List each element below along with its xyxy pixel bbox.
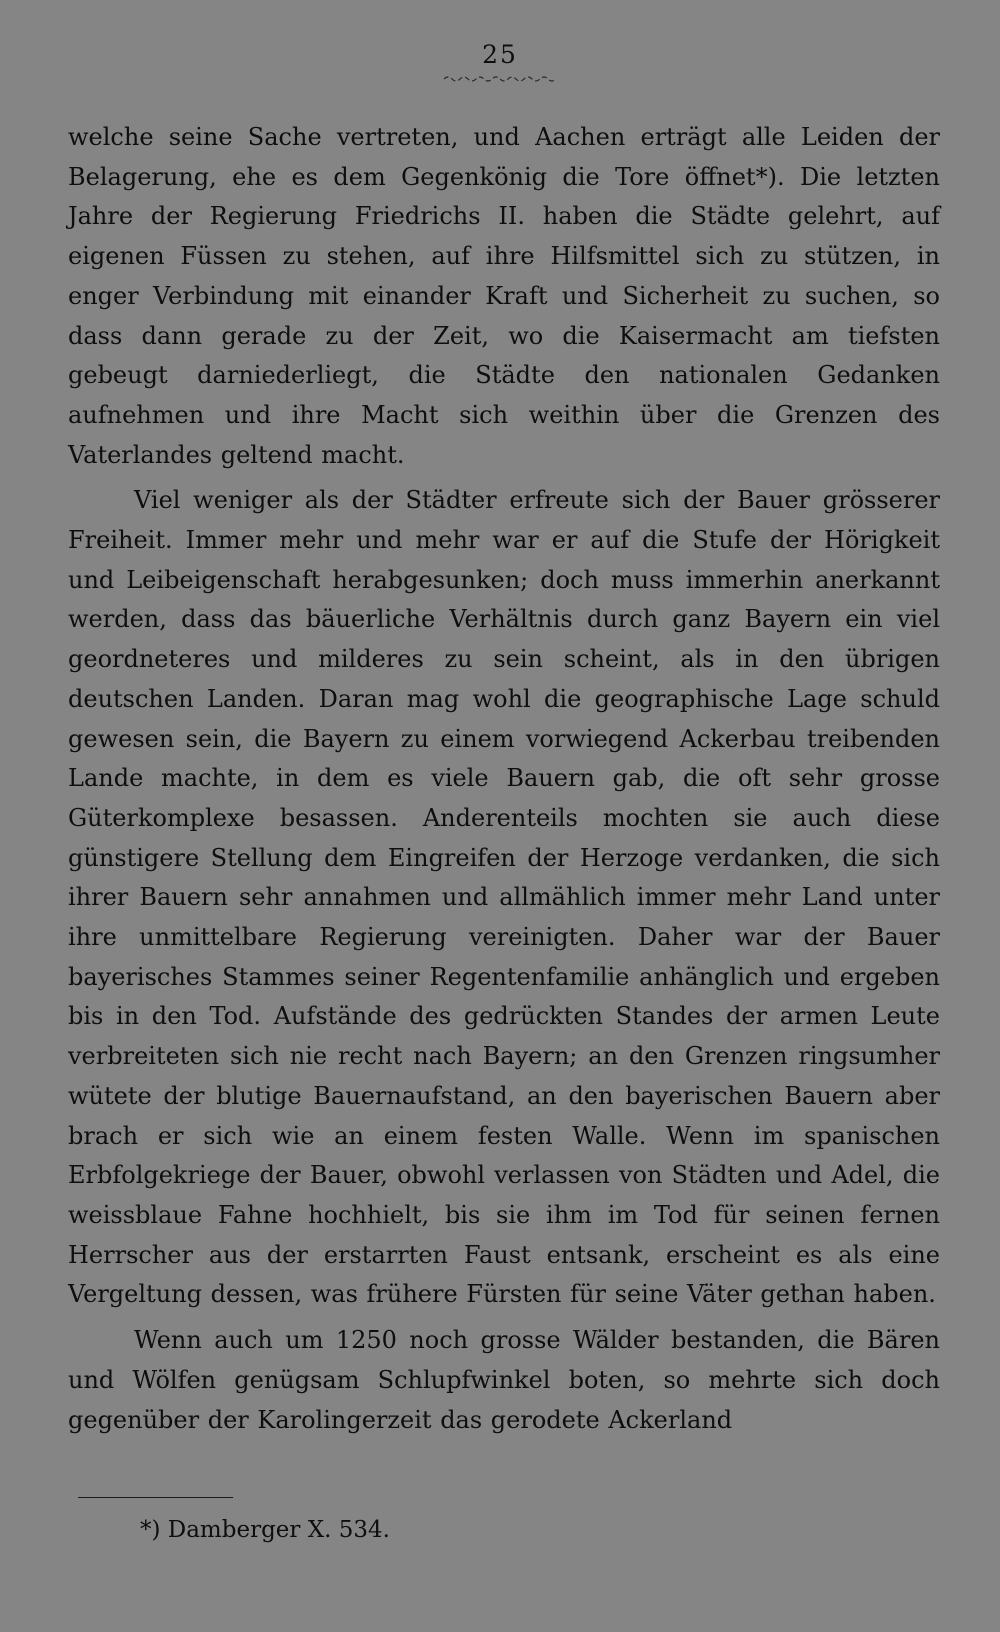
paragraph-continuation: welche seine Sache vertreten, und Aachen erträgt alle Leiden der Belagerung, ehe es dem Gegenkönig die Tore öffnet*). Die letzten Jahre der Regierung Friedrichs II. haben die Städte gelehrt, auf eigenen Füssen zu stehen, auf ihre Hilfsmittel sich zu stützen, in enger Verbindung mit einander Kraft und Sicherheit zu suchen, so dass dann gerade zu der Zeit, wo die Kaisermacht am tiefsten gebeugt darniederliegt, die Städte den nationalen Gedanken aufnehmen und ihre Macht sich weithin über die Grenzen des Vaterlandes geltend macht. xyxy=(68,123,940,469)
footnote: *) Damberger X. 534. xyxy=(140,1517,390,1543)
paragraph-forests: Wenn auch um 1250 noch grosse Wälder bestanden, die Bären und Wölfen genügsam Schlupfwinkel boten, so mehrte sich doch gegenüber der Karolingerzeit das gerodete Ackerland xyxy=(68,1326,940,1434)
paragraph-peasants: Viel weniger als der Städter erfreute sich der Bauer grösserer Freiheit. Immer mehr und mehr war er auf die Stufe der Hörigkeit und Leibeigenschaft herabgesunken; doch muss immerhin anerkannt werden, dass das bäuerliche Verhältnis durch ganz Bayern ein viel geordneteres und milderes zu sein scheint, als in den übrigen deutschen Landen. Daran mag wohl die geographische Lage schuld gewesen sein, die Bayern zu einem vorwiegend Ackerbau treibenden Lande machte, in dem es viele Bauern gab, die oft sehr grosse Güterkomplexe besassen. Anderenteils mochten sie auch diese günstigere Stellung dem Eingreifen der Herzoge verdanken, die sich ihrer Bauern sehr annahmen und allmählich immer mehr Land unter ihre unmittelbare Regierung vereinigten. Daher war der Bauer bayerisches Stammes seiner Regentenfamilie anhänglich und ergeben bis in den Tod. Aufstände des gedrückten Standes der armen Leute verbreiteten sich nie recht nach Bayern; an den Grenzen ringsumher wütete der blutige Bauernaufstand, an den bayerischen Bauern aber brach er sich wie an einem festen Walle. Wenn im spanischen Erbfolgekriege der Bauer, obwohl verlassen von Städten und Adel, die weissblaue Fahne hochhielt, bis sie ihm im Tod für seinen fernen Herrscher aus der erstarrten Faust entsank, erscheint es als eine Vergeltung dessen, was frühere Fürsten für seine Väter gethan haben. xyxy=(68,486,940,1309)
footnote-divider xyxy=(78,1497,233,1498)
page-number: 25 xyxy=(482,40,518,69)
page-number-ornament xyxy=(440,72,560,84)
body-text xyxy=(68,118,940,1440)
